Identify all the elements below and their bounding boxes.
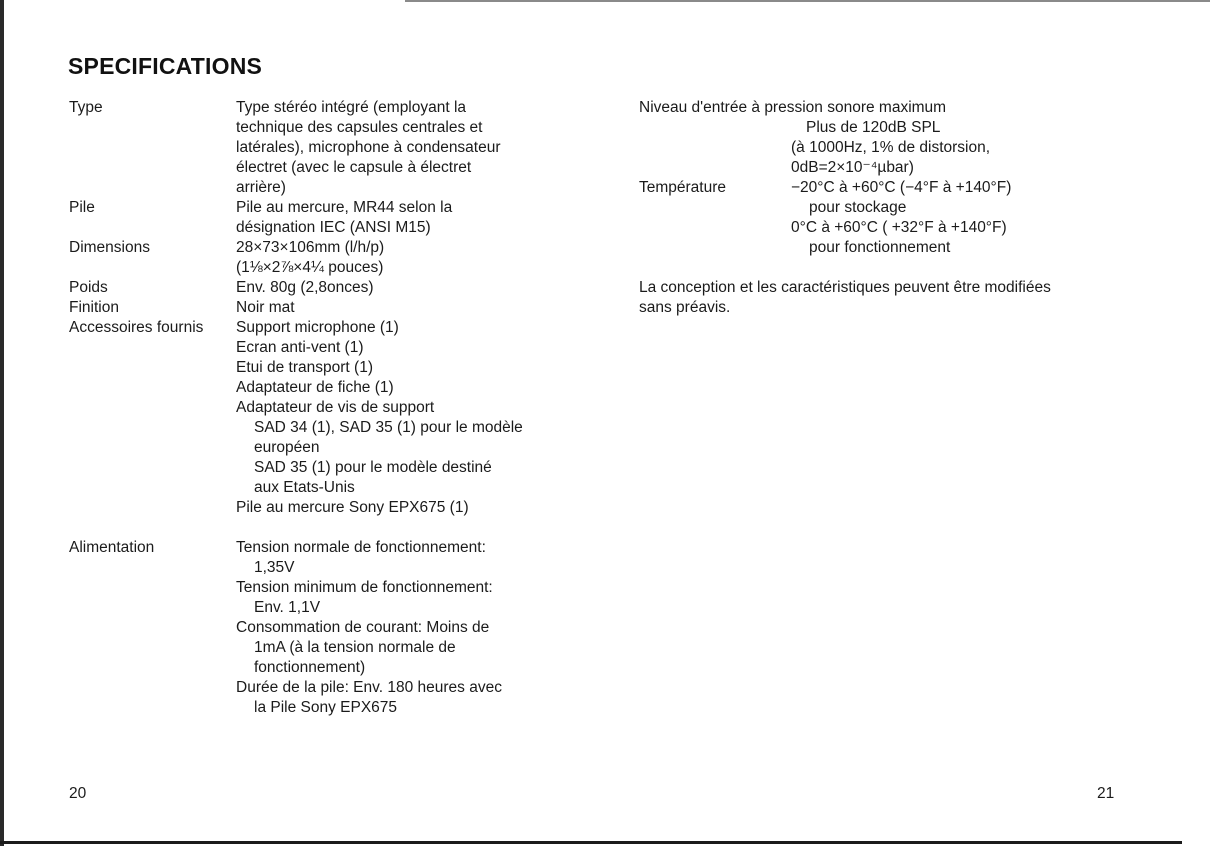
spec-line: pour stockage bbox=[809, 199, 907, 216]
spec-label-temperature: Température bbox=[639, 179, 727, 196]
spec-row bbox=[69, 98, 569, 198]
spec-line: Durée de la pile: Env. 180 heures avec bbox=[236, 679, 502, 696]
spec-line: arrière) bbox=[236, 179, 286, 196]
spec-line: électret (avec le capsule à électret bbox=[236, 159, 472, 176]
page-number-right: 21 bbox=[1097, 785, 1115, 802]
spec-line: Type stéréo intégré (employant la bbox=[236, 99, 467, 116]
spec-label: Finition bbox=[69, 299, 119, 316]
spec-line: Pile au mercure, MR44 selon la bbox=[236, 199, 453, 216]
bottom-rule bbox=[0, 841, 1182, 844]
spec-label-spl: Niveau d'entrée à pression sonore maximum bbox=[639, 99, 947, 116]
spec-line: 0°C à +60°C ( +32°F à +140°F) bbox=[791, 219, 1007, 236]
spec-line: 1,35V bbox=[254, 559, 295, 576]
spec-label: Alimentation bbox=[69, 539, 155, 556]
spec-value bbox=[236, 298, 569, 318]
spec-row bbox=[69, 538, 569, 718]
spec-value bbox=[236, 278, 569, 298]
top-rule bbox=[405, 0, 1210, 2]
spec-value bbox=[236, 98, 569, 198]
spec-line: 28×73×106mm (l/h/p) bbox=[236, 239, 385, 256]
notice-line: La conception et les caractéristiques peuvent être modifiées bbox=[639, 279, 1051, 296]
spec-line: 0dB=2×10⁻⁴µbar) bbox=[791, 159, 914, 176]
spec-line: SAD 34 (1), SAD 35 (1) pour le modèle bbox=[254, 419, 523, 436]
spec-line: Env. 80g (2,8onces) bbox=[236, 279, 374, 296]
page-number-left: 20 bbox=[69, 785, 87, 802]
spec-row bbox=[69, 278, 569, 298]
spec-row bbox=[69, 238, 569, 278]
spec-line: 1mA (à la tension normale de bbox=[254, 639, 456, 656]
spec-line: pour fonctionnement bbox=[809, 239, 951, 256]
spec-value bbox=[236, 238, 569, 278]
right-spec-list bbox=[639, 98, 1159, 318]
spec-row-temperature bbox=[639, 178, 1159, 258]
spec-line: −20°C à +60°C (−4°F à +140°F) bbox=[791, 179, 1012, 196]
spec-line: Etui de transport (1) bbox=[236, 359, 373, 376]
spec-row bbox=[69, 318, 569, 518]
spec-line: fonctionnement) bbox=[254, 659, 366, 676]
spec-value-spl bbox=[791, 118, 1159, 178]
spec-line: SAD 35 (1) pour le modèle destiné bbox=[254, 459, 492, 476]
spec-label: Dimensions bbox=[69, 239, 150, 256]
spec-line: Ecran anti-vent (1) bbox=[236, 339, 364, 356]
spec-line: désignation IEC (ANSI M15) bbox=[236, 219, 431, 236]
spec-line: Adaptateur de vis de support bbox=[236, 399, 435, 416]
spec-line: Adaptateur de fiche (1) bbox=[236, 379, 394, 396]
spec-line: Pile au mercure Sony EPX675 (1) bbox=[236, 499, 469, 516]
spec-label: Type bbox=[69, 99, 103, 116]
spec-line: Env. 1,1V bbox=[254, 599, 321, 616]
spec-label: Poids bbox=[69, 279, 108, 296]
spec-line: Consommation de courant: Moins de bbox=[236, 619, 490, 636]
spec-line: (1⅛×2⅞×4¼ pouces) bbox=[236, 259, 384, 276]
left-spec-list bbox=[69, 98, 569, 718]
spec-label: Pile bbox=[69, 199, 95, 216]
spec-value-temperature bbox=[791, 178, 1159, 258]
spec-line: aux Etats-Unis bbox=[254, 479, 355, 496]
page-edge bbox=[0, 0, 4, 846]
spec-line: latérales), microphone à condensateur bbox=[236, 139, 501, 156]
spec-line: technique des capsules centrales et bbox=[236, 119, 483, 136]
spec-row bbox=[69, 198, 569, 238]
spec-line: la Pile Sony EPX675 bbox=[254, 699, 398, 716]
spec-value bbox=[236, 198, 569, 238]
spec-line: Tension minimum de fonctionnement: bbox=[236, 579, 493, 596]
spec-line: Noir mat bbox=[236, 299, 295, 316]
spec-line: Plus de 120dB SPL bbox=[806, 119, 941, 136]
spec-row bbox=[69, 298, 569, 318]
spec-value bbox=[236, 538, 569, 718]
page-title: SPECIFICATIONS bbox=[68, 53, 263, 79]
spec-line: européen bbox=[254, 439, 320, 456]
spec-line: (à 1000Hz, 1% de distorsion, bbox=[791, 139, 991, 156]
spec-value bbox=[236, 318, 569, 518]
notice-line: sans préavis. bbox=[639, 299, 731, 316]
spec-label: Accessoires fournis bbox=[69, 319, 204, 336]
spec-line: Support microphone (1) bbox=[236, 319, 399, 336]
spec-line: Tension normale de fonctionnement: bbox=[236, 539, 486, 556]
